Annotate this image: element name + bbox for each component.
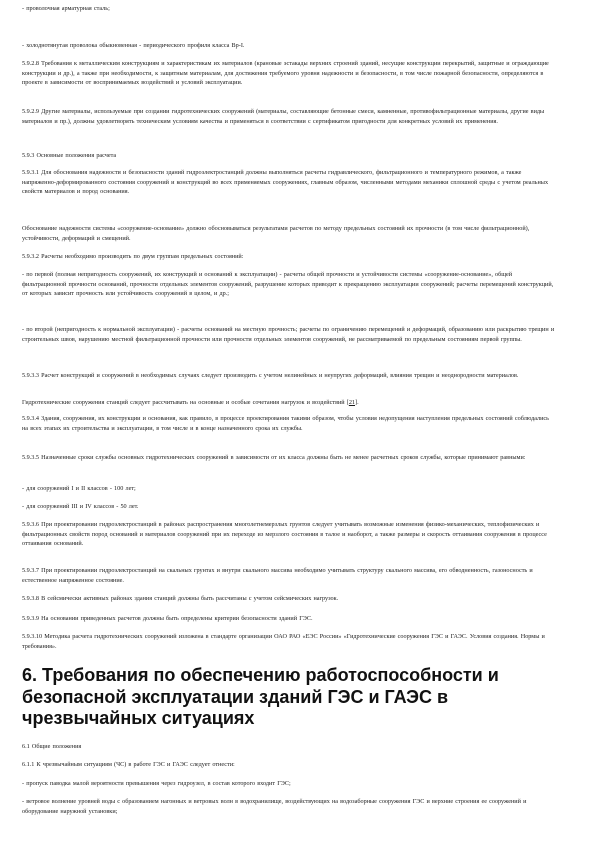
- paragraph: - по второй (непригодность к нормальной эксплуатации) - расчеты оснований на местную прочность; расчеты по ограничению перемещений и деформаций, образованию или раскрытию трещин и строительных швов, нарушению местной фильтрационной прочности или прочности отдельных элементов сооружений, не рассматриваемой по предельным состояниям первой группы.: [22, 326, 555, 343]
- paragraph: 5.9.3.1 Для обоснования надежности и безопасности зданий гидроэлектростанций должны выполняться расчеты гидравлического, фильтрационного и температурного режимов, а также напряженно-деформированного состояния сооружений и конструкций во всех применяемых сооружениях, главным образом, численными методами механики сплошной среды с учетом реальных свойств материалов и пород основания.: [22, 169, 549, 196]
- paragraph: 5.9.2.9 Другие материалы, используемые при создании гидротехнических сооружений (материалы, составляющие бетонные смеси, камненные, противофильтрационные материалы, другие виды материалов и пр.), должны удовлетворять техническим условиям качества и применяться в соответствии с сертификатом пригодности для конкретных условий их применения.: [22, 108, 545, 125]
- paragraph: 5.9.3.7 При проектировании гидроэлектростанций на скальных грунтах и внутри скального массива необходимо учитывать структуру скального массива, его обводненность, газоносность и естественное напряженное состояние.: [22, 567, 533, 584]
- reference-link[interactable]: 21: [348, 399, 356, 406]
- list-item: - пропуск паводка малой вероятности превышения через гидроузел, в состав которого входит ГЭС;: [22, 780, 291, 787]
- paragraph: 5.9.3.4 Здания, сооружения, их конструкции и основания, как правило, в процессе проектирования такими образом, чтобы условия недопущения наступления предельных состояний соблюдались на всех этапах их строительства и эксплуатации, в том числе и в конце назначенного срока их службы.: [22, 415, 550, 432]
- paragraph: - проволочная арматурная сталь;: [22, 5, 110, 12]
- paragraph: - по первой (полная непригодность сооружений, их конструкций и оснований к эксплуатации) - расчеты общей прочности и устойчивости системы «сооружение-основание», общей фильтрационной прочности оснований, прочности отдельных элементов сооружений, разрушение которых приводит к прекращению эксплуатации сооружений; расчеты перемещений конструкций, от которых зависит прочность или устойчивость сооружений в целом, и др.;: [22, 271, 554, 298]
- paragraph-text: Гидротехнические сооружения станций следует рассчитывать на основные и особые сочетания нагрузок и воздействий [: [22, 399, 349, 406]
- paragraph: 6.1.1 К чрезвычайным ситуациям (ЧС) в работе ГЭС и ГАЭС следует отнести:: [22, 761, 235, 768]
- paragraph: 5.9.3.2 Расчеты необходимо производить по двум группам предельных состояний:: [22, 253, 244, 260]
- paragraph: - холоднотянутая проволока обыкновенная - периодического профиля класса Вр-I.: [22, 42, 245, 49]
- list-item: - для сооружений I и II классов - 100 лет;: [22, 485, 136, 492]
- paragraph: 5.9.3.10 Методика расчета гидротехнических сооружений изложена в стандарте организации ОАО РАО «ЕЭС России» «Гидротехнические сооружения ГЭС и ГАЭС. Условия создания. Нормы и требования».: [22, 633, 545, 650]
- list-item: - для сооружений III и IV классов - 50 лет.: [22, 503, 139, 510]
- paragraph: 5.9.3.8 В сейсмически активных районах здания станций должны быть рассчитаны с учетом сейсмических нагрузок.: [22, 595, 339, 602]
- paragraph: 5.9.3.3 Расчет конструкций и сооружений в необходимых случаях следует производить с учетом нелинейных и неупругих деформаций, влияния трещин и неоднородности материалов.: [22, 372, 519, 379]
- paragraph: [22, 398, 555, 408]
- paragraph: 5.9.3.5 Назначенные сроки службы основных гидротехнических сооружений в зависимости от их класса должны быть не менее расчетных сроков службы, которые принимают равными:: [22, 454, 526, 461]
- paragraph: 5.9.3.9 На основании приведенных расчетов должны быть определены критерии безопасности зданий ГЭС.: [22, 615, 313, 622]
- section-heading: 6. Требования по обеспечению работоспособности и безопасной эксплуатации зданий ГЭС и ГАЭС в чрезвычайных ситуациях: [22, 665, 499, 728]
- paragraph: 5.9.3.6 При проектировании гидроэлектростанций в районах распространения многолетнемерзлых грунтов следует учитывать возможные изменения физико-механических, теплофизических и фильтрационных свойств пород оснований и материалов сооружений при их переходе из мерзлого состояния в талое и наоборот, а также размеры и скорость оттаивания сооружения в процессе оттаивания оснований.: [22, 521, 547, 548]
- subsection-title: 5.9.3 Основные положения расчета: [22, 152, 117, 159]
- reference-suffix: ].: [355, 399, 359, 406]
- list-item: - ветровое волнение уровней воды с образованием нагонных и ветровых волн в водохранилище, воздействующих на водозаборные сооружения ГЭС и верхние строения ее сооружений и оборудование наружной установки;: [22, 798, 527, 815]
- subsection-title: 6.1 Общие положения: [22, 743, 82, 750]
- paragraph: 5.9.2.8 Требования к металлическим конструкциям и характеристикам их материалов (крановые эстакады верхних строений зданий, несущие конструкции перекрытий, защитные и ограждающие конструкции и др.), а также при необходимости, к защитным материалам, для достижения требуемого уровня надежности и безопасности, в том числе пожарной безопасности, определяются в проекте в зависимости от воспринимаемых воздействий и условий эксплуатации.: [22, 60, 549, 87]
- paragraph: Обоснование надежности системы «сооружение-основание» должно обосновываться результатами расчетов по методу предельных состояний их прочности (в том числе фильтрационной), устойчивости, деформаций и смещений.: [22, 225, 530, 242]
